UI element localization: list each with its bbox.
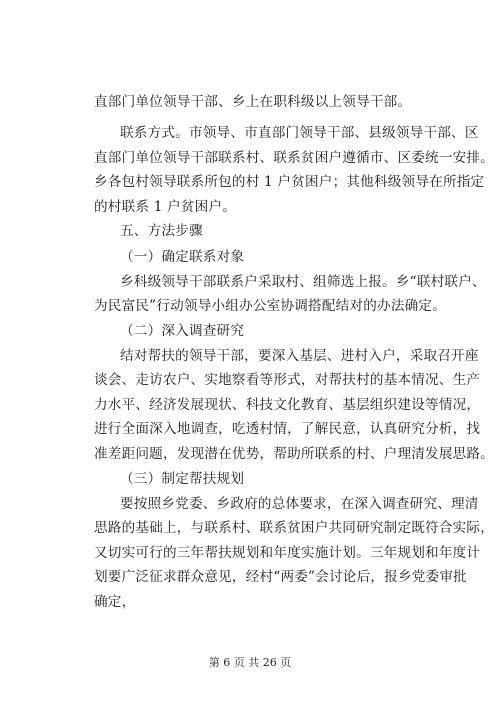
paragraph-line-3: 直部门单位领导干部联系村、联系贫困户遵循市、区委统一安排。 [94,150,495,166]
paragraph-line-13: 要按照乡党委、乡政府的总体要求，在深入调查研究、理清 [120,496,479,512]
paragraph-line-1: 直部门单位领导干部、乡上在职科级以上领导干部。 [94,94,412,110]
section-heading: 五、方法步骤 [120,223,203,239]
subheading-1: （一）确定联系对象 [120,249,245,265]
paragraph-line-15: 又切实可行的三年帮扶规划和年度实施计划。三年规划和年度计 [94,545,481,561]
paragraph-line-8: 结对帮扶的领导干部，要深入基层、进村入户，采取召开座 [120,348,479,364]
subheading-3: （三）制定帮扶规划 [120,471,245,487]
paragraph-line-6: 乡科级领导干部联系户采取村、组筛选上报。乡“联村联户、 [120,274,486,290]
paragraph-line-11: 进行全面深入地调查，吃透村情，了解民意，认真研究分析，找 [94,421,481,437]
paragraph-line-14: 思路的基础上，与联系村、联系贫困户共同研究制定既符合实际， [94,520,495,536]
paragraph-line-4: 乡各包村领导联系所包的村 1 户贫困户；其他科级领导在所指定 [94,174,485,190]
paragraph-line-5: 的村联系 1 户贫困户。 [94,199,237,215]
paragraph-line-10: 力水平、经济发展现状、科技文化教育、基层组织建设等情况， [94,397,481,413]
page-number-footer: 第 6 页 共 26 页 [208,656,292,669]
paragraph-line-12: 准差距问题，发现潜在优势，帮助所联系的村、户理清发展思路。 [94,446,495,462]
paragraph-line-17: 确定， [94,594,136,610]
paragraph-line-9: 谈会、走访农户、实地察看等形式，对帮扶村的基本情况、生产 [94,372,481,388]
paragraph-line-16: 划要广泛征求群众意见，经村“两委”会讨论后，报乡党委审批 [94,569,467,585]
subheading-2: （二）深入调查研究 [120,323,245,339]
paragraph-line-2: 联系方式。市领导、市直部门领导干部、县级领导干部、区 [120,125,479,141]
paragraph-line-7: 为民富民”行动领导小组办公室协调搭配结对的办法确定。 [94,298,446,314]
